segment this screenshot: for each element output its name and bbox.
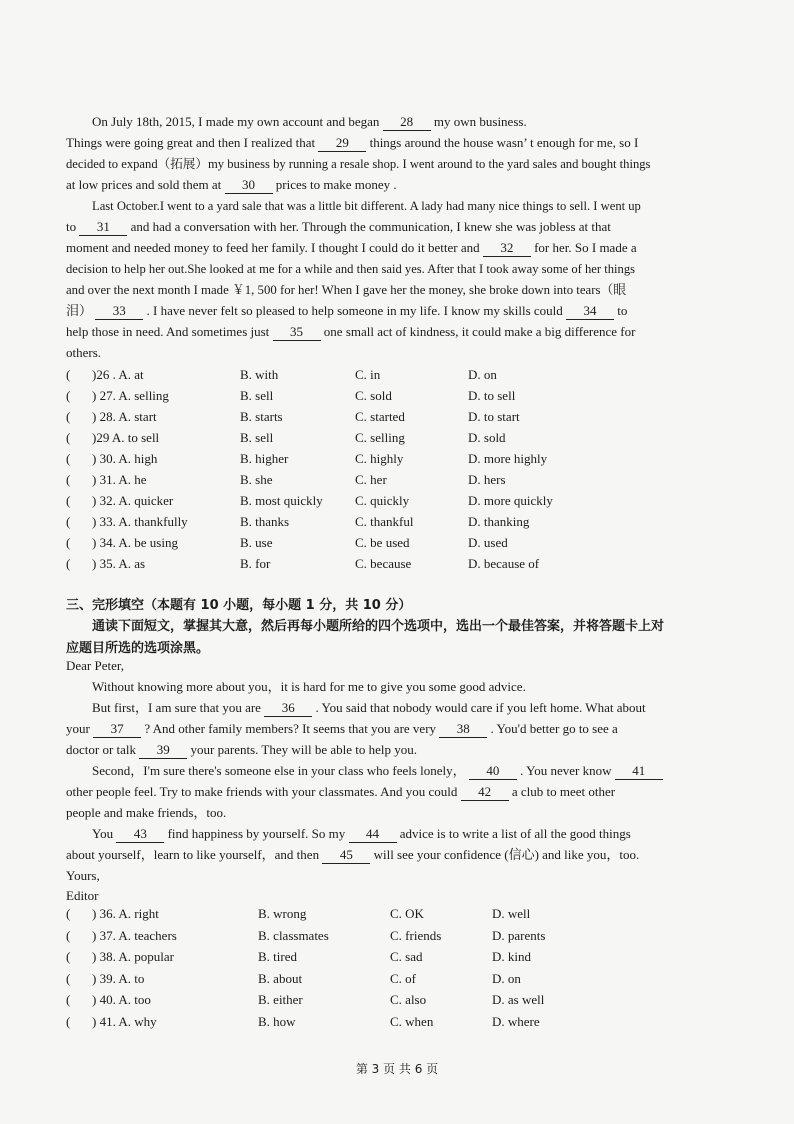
- question-option-b: B. most quickly: [240, 493, 323, 508]
- blank-30: 30: [225, 177, 273, 194]
- letter-line: people and make friends，too.: [66, 805, 227, 820]
- text: my own business.: [433, 114, 527, 129]
- question-option-b: B. higher: [240, 451, 289, 466]
- text: But first，I am sure that you are: [92, 700, 261, 715]
- text: for her. So I made a: [534, 240, 637, 255]
- letter-signature: Editor: [66, 888, 99, 903]
- question-option-a: ) 37. A. teachers: [92, 927, 177, 943]
- question-option-d: D. sold: [468, 430, 506, 445]
- question-option-c: C. when: [390, 1013, 434, 1029]
- question-option-a: ) 31. A. he: [92, 472, 147, 487]
- blank-40: 40: [469, 763, 517, 780]
- question-option-a: ) 41. A. why: [92, 1013, 157, 1029]
- letter-closing: Yours,: [66, 868, 100, 883]
- question-option-a: )26 . A. at: [92, 367, 144, 382]
- question-option-b: B. with: [240, 367, 279, 382]
- question-option-c: C. OK: [390, 906, 424, 921]
- text: doctor or talk: [66, 742, 137, 757]
- blank-34: 34: [566, 303, 614, 320]
- question-option-b: B. sell: [240, 430, 274, 445]
- text: help those in need. And sometimes just: [66, 324, 270, 339]
- text: will see your confidence (信心) and like you，too.: [373, 847, 640, 862]
- instructions: 通读下面短文，掌握其大意，然后再每小题所给的四个选项中，选出一个最佳答案，并将答题卡上对: [92, 619, 665, 634]
- passage-line: [92, 114, 527, 131]
- question-option-c: C. be used: [355, 535, 410, 550]
- question-option-d: D. because of: [468, 556, 540, 571]
- text: at low prices and sold them at: [66, 177, 222, 192]
- letter-line: [66, 784, 615, 801]
- passage-line: [66, 324, 635, 341]
- answer-bracket: (: [66, 451, 71, 466]
- blank-41: 41: [615, 763, 663, 780]
- question-option-d: D. thanking: [468, 514, 530, 529]
- answer-bracket: (: [66, 906, 71, 921]
- text: find happiness by yourself. So my: [167, 826, 346, 841]
- blank-37: 37: [93, 721, 141, 738]
- text: and had a conversation with her. Through the communication, I knew she was jobless at that: [130, 219, 611, 234]
- text: one small act of kindness, it could make a big difference for: [323, 324, 636, 339]
- question-option-b: B. about: [258, 970, 303, 986]
- blank-44: 44: [349, 826, 397, 843]
- answer-bracket: (: [66, 949, 71, 964]
- text: . You said that nobody would care if you left home. What about: [315, 700, 646, 715]
- question-option-d: D. well: [492, 906, 531, 921]
- question-option-c: C. quickly: [355, 493, 410, 508]
- page-footer: 第 3 页 共 6 页: [355, 1062, 439, 1076]
- question-option-b: B. starts: [240, 409, 283, 424]
- question-option-c: C. sold: [355, 388, 392, 403]
- question-option-b: B. thanks: [240, 514, 290, 529]
- question-option-d: D. to start: [468, 409, 520, 424]
- blank-38: 38: [439, 721, 487, 738]
- answer-bracket: (: [66, 472, 71, 487]
- question-option-a: ) 30. A. high: [92, 451, 158, 466]
- passage-line: decided to expand（拓展）my business by running a resale shop. I went around to the yard sales and bought things: [66, 157, 651, 171]
- text: moment and needed money to feed her family. I thought I could do it better and: [66, 240, 480, 255]
- text: 泪）: [66, 303, 93, 318]
- letter-line: [66, 742, 417, 759]
- question-option-b: B. sell: [240, 388, 274, 403]
- text: You: [92, 826, 114, 841]
- question-option-d: D. hers: [468, 472, 506, 487]
- passage-line: [66, 303, 627, 320]
- question-option-a: ) 34. A. be using: [92, 535, 178, 550]
- question-option-d: D. where: [492, 1013, 540, 1029]
- letter-line: Without knowing more about you，it is hard for me to give you some good advice.: [92, 679, 526, 694]
- passage-line: others.: [66, 345, 102, 360]
- question-option-d: D. more highly: [468, 451, 548, 466]
- answer-bracket: (: [66, 992, 71, 1007]
- question-option-d: D. on: [492, 970, 521, 986]
- text: On July 18th, 2015, I made my own account and began: [92, 114, 380, 129]
- question-option-a: ) 38. A. popular: [92, 949, 174, 964]
- blank-28: 28: [383, 114, 431, 131]
- letter-line: [66, 721, 618, 738]
- passage-line: and over the next month I made ￥1, 500 for her! When I gave her the money, she broke down into tears（眼: [66, 283, 627, 297]
- blank-31: 31: [79, 219, 127, 236]
- passage-line: [66, 135, 638, 152]
- question-option-a: ) 39. A. to: [92, 970, 145, 986]
- blank-33: 33: [95, 303, 143, 320]
- question-option-c: C. of: [390, 970, 416, 986]
- text: things around the house wasn’ t enough for me, so I: [369, 135, 639, 150]
- text: Second，I'm sure there's someone else in your class who feels lonely，: [92, 763, 466, 778]
- blank-36: 36: [264, 700, 312, 717]
- question-option-a: ) 40. A. too: [92, 992, 151, 1007]
- letter-line: [92, 763, 663, 780]
- answer-bracket: (: [66, 927, 71, 943]
- question-option-c: C. started: [355, 409, 405, 424]
- letter-line: [66, 847, 639, 864]
- question-option-c: C. highly: [355, 451, 404, 466]
- question-option-c: C. sad: [390, 949, 423, 964]
- question-option-a: ) 33. A. thankfully: [92, 514, 188, 529]
- blank-29: 29: [318, 135, 366, 152]
- question-option-d: D. on: [468, 367, 497, 382]
- question-option-b: B. classmates: [258, 927, 329, 943]
- text: . You never know: [520, 763, 612, 778]
- question-option-d: D. as well: [492, 992, 545, 1007]
- text: your: [66, 721, 90, 736]
- question-option-c: C. because: [355, 556, 412, 571]
- text: your parents. They will be able to help you.: [190, 742, 418, 757]
- letter-greeting: Dear Peter,: [66, 658, 124, 673]
- question-option-c: C. selling: [355, 430, 405, 445]
- blank-42: 42: [461, 784, 509, 801]
- question-option-a: ) 36. A. right: [92, 906, 159, 921]
- instructions: 应题目所选的选项涂黑。: [66, 641, 210, 656]
- question-option-d: D. parents: [492, 927, 546, 943]
- section-title: 三、完形填空（本题有 10 小题，每小题 1 分，共 10 分）: [66, 598, 412, 613]
- answer-bracket: (: [66, 556, 71, 571]
- passage-line: [66, 240, 637, 257]
- question-option-c: C. her: [355, 472, 387, 487]
- question-option-b: B. either: [258, 992, 303, 1007]
- answer-bracket: (: [66, 493, 71, 508]
- text: . You'd better go to see a: [490, 721, 618, 736]
- blank-35: 35: [273, 324, 321, 341]
- answer-bracket: (: [66, 430, 71, 445]
- question-option-d: D. kind: [492, 949, 531, 964]
- question-option-d: D. used: [468, 535, 508, 550]
- question-option-c: C. in: [355, 367, 381, 382]
- question-option-a: ) 28. A. start: [92, 409, 157, 424]
- text: about yourself，learn to like yourself，and then: [66, 847, 320, 862]
- text: . I have never felt so pleased to help someone in my life. I know my skills could: [146, 303, 563, 318]
- question-option-b: B. use: [240, 535, 273, 550]
- question-option-c: C. thankful: [355, 514, 414, 529]
- text: other people feel. Try to make friends with your classmates. And you could: [66, 784, 458, 799]
- question-option-b: B. how: [258, 1013, 296, 1029]
- answer-bracket: (: [66, 535, 71, 550]
- letter-line: [92, 826, 631, 843]
- text: to: [617, 303, 628, 318]
- question-option-b: B. tired: [258, 949, 297, 964]
- blank-32: 32: [483, 240, 531, 257]
- question-option-c: C. also: [390, 992, 427, 1007]
- answer-bracket: (: [66, 514, 71, 529]
- answer-bracket: (: [66, 409, 71, 424]
- text: Things were going great and then I realized that: [66, 135, 316, 150]
- blank-45: 45: [322, 847, 370, 864]
- question-option-b: B. she: [240, 472, 273, 487]
- question-option-a: ) 35. A. as: [92, 556, 146, 571]
- question-option-a: )29 A. to sell: [92, 430, 160, 445]
- answer-bracket: (: [66, 1013, 71, 1029]
- passage-line: Last October.I went to a yard sale that was a little bit different. A lady had many nice things to sell. I went up: [92, 199, 641, 213]
- answer-bracket: (: [66, 367, 71, 382]
- answer-bracket: (: [66, 388, 71, 403]
- text: prices to make money .: [275, 177, 397, 192]
- text: ? And other family members? It seems that you are very: [144, 721, 437, 736]
- passage-line: decision to help her out.She looked at me for a while and then said yes. After that I took away some of her things: [66, 262, 636, 276]
- question-option-a: ) 27. A. selling: [92, 388, 169, 403]
- blank-43: 43: [116, 826, 164, 843]
- question-option-d: D. to sell: [468, 388, 516, 403]
- text: a club to meet other: [511, 784, 616, 799]
- answer-bracket: (: [66, 970, 71, 986]
- blank-39: 39: [139, 742, 187, 759]
- question-option-b: B. for: [240, 556, 271, 571]
- text: advice is to write a list of all the good things: [399, 826, 631, 841]
- letter-line: [92, 700, 646, 717]
- question-option-a: ) 32. A. quicker: [92, 493, 174, 508]
- passage-line: [66, 177, 397, 194]
- question-option-b: B. wrong: [258, 906, 307, 921]
- passage-line: [66, 219, 611, 236]
- question-option-d: D. more quickly: [468, 493, 553, 508]
- text: to: [66, 219, 77, 234]
- question-option-c: C. friends: [390, 927, 442, 943]
